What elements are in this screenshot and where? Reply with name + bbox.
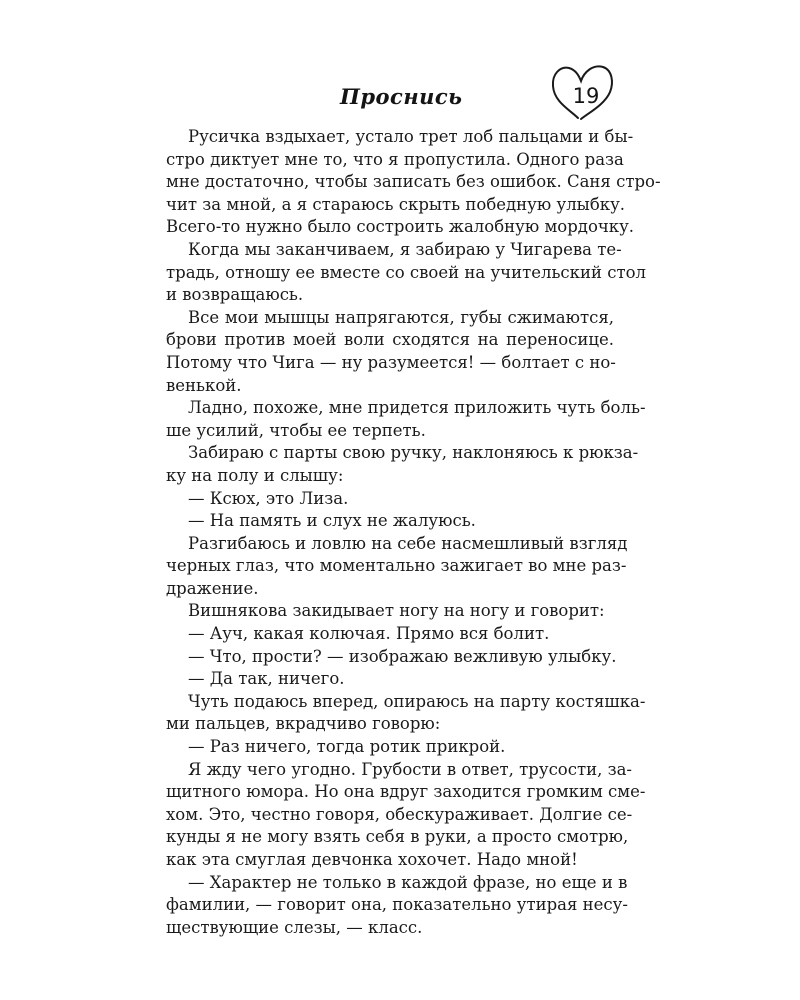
text-line: — Раз ничего, тогда ротик прикрой.	[188, 737, 506, 757]
text-line: Все мои мышцы напрягаются, губы сжимаются,	[188, 307, 614, 327]
text-line: ку на полу и слышу:	[166, 465, 344, 485]
text-line: Всего-то нужно было состроить жалобную мордочку.	[166, 217, 635, 237]
text-line: Когда мы заканчиваем, я забираю у Чигарева те-	[188, 239, 622, 259]
text-line: Русичка вздыхает, устало трет лоб пальцами и бы-	[188, 127, 634, 146]
text-line: ми пальцев, вкрадчиво говорю:	[166, 714, 441, 734]
text-line: Я жду чего угодно. Грубости в ответ, трусости, за-	[188, 759, 633, 779]
text-line: — Ксюх, это Лиза.	[188, 488, 349, 508]
text-line: — Характер не только в каждой фразе, но еще и в	[188, 872, 628, 892]
text-line: ществующие слезы, — класс.	[166, 917, 423, 937]
text-line: фамилии, — говорит она, показательно утирая несу-	[166, 895, 628, 915]
text-line: брови против моей воли сходятся на переносице.	[166, 330, 614, 350]
text-line: ше усилий, чтобы ее терпеть.	[166, 420, 426, 440]
text-line: Вишнякова закидывает ногу на ногу и говорит:	[188, 601, 605, 621]
text-line: черных глаз, что моментально зажигает во мне раз-	[166, 556, 627, 576]
text-line: как эта смуглая девчонка хохочет. Надо мной!	[166, 850, 578, 869]
text-line: венькой.	[166, 375, 242, 395]
text-line: щитного юмора. Но она вдруг заходится громким сме-	[166, 782, 646, 802]
text-line: традь, отношу ее вместе со своей на учительский стол	[166, 262, 647, 282]
text-line: — Что, прости? — изображаю вежливую улыбку.	[188, 646, 617, 666]
text-line: Ладно, похоже, мне придется приложить чуть боль-	[188, 398, 646, 418]
text-line: мне достаточно, чтобы записать без ошибок. Саня стро-	[166, 172, 661, 192]
text-line: дражение.	[166, 578, 259, 598]
running-title: Проснись	[340, 84, 463, 109]
text-line: кунды я не могу взять себя в руки, а просто смотрю,	[166, 827, 629, 847]
text-line: Забираю с парты свою ручку, наклоняюсь к рюкза-	[188, 443, 639, 463]
text-line: — Ауч, какая колючая. Прямо вся болит.	[188, 624, 550, 644]
page-number: 19	[572, 84, 600, 108]
text-line: и возвращаюсь.	[166, 285, 304, 305]
text-line: Потому что Чига — ну разумеется! — болтает с но-	[166, 352, 616, 372]
text-line: стро диктует мне то, что я пропустила. Одного раза	[166, 149, 624, 169]
text-line: — На память и слух не жалуюсь.	[188, 511, 476, 531]
text-line: чит за мной, а я стараюсь скрыть победную улыбку.	[166, 194, 626, 214]
body-text	[166, 126, 661, 939]
text-line: — Да так, ничего.	[188, 669, 345, 689]
text-line: хом. Это, честно говоря, обескураживает. Долгие се-	[166, 804, 633, 824]
text-line: Разгибаюсь и ловлю на себе насмешливый взгляд	[188, 533, 628, 553]
text-line: Чуть подаюсь вперед, опираюсь на парту костяшка-	[188, 691, 646, 711]
